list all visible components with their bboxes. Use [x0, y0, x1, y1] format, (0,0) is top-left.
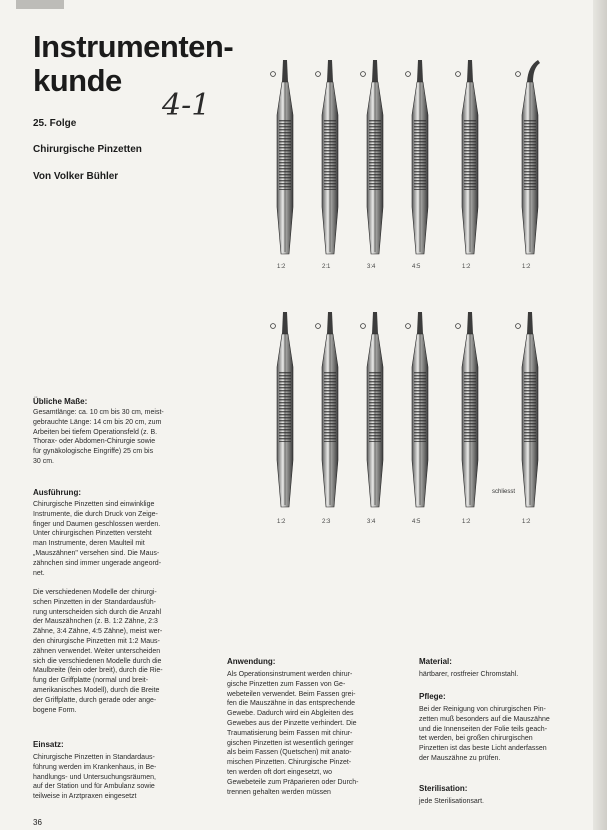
heading-sterilisation: Sterilisation:	[419, 784, 468, 793]
page-title: Instrumenten- kunde	[33, 29, 234, 98]
forceps-row1-1	[277, 60, 293, 254]
ratio-label: 3:4	[367, 264, 376, 270]
heading-material: Material:	[419, 657, 452, 666]
tooth-detail-icon	[361, 72, 366, 77]
ratio-label: 1:2	[277, 264, 286, 270]
text-masse: Gesamtlänge: ca. 10 cm bis 30 cm, meist- gebrauchte Länge: 14 cm bis 20 cm, zum Arbeiten bei tiefem Operationsfeld (z. B. Thorax- oder Abdomen-Chirurgie sowie für gynäkologische Eingriffe) 25 cm bis 30 cm.	[33, 409, 164, 465]
forceps-row2-2	[322, 312, 338, 507]
text-ausfuehrung: Chirurgische Pinzetten sind einwinklige Instrumente, die durch Druck von Zeige- finger und Daumen geschlossen werden. Unter chirurgischen Pinzetten versteht man Instrumente, deren Maulteil mit „Mauszähnen" versehen sind. Die Maus- zähnchen sind immer ungerade angeord- net.	[33, 501, 162, 577]
text-material: härtbarer, rostfreier Chromstahl.	[419, 671, 519, 678]
forceps-row2-5	[462, 312, 478, 507]
tooth-detail-icon	[316, 72, 321, 77]
heading-pflege: Pflege:	[419, 692, 446, 701]
forceps-row2-4	[412, 312, 428, 507]
callout-label: schliesst	[492, 489, 516, 495]
ratio-label: 4:5	[412, 264, 421, 270]
forceps-row2-3	[367, 312, 383, 507]
tooth-detail-icon	[271, 324, 276, 329]
forceps-row1-6	[522, 60, 540, 254]
tooth-detail-icon	[271, 72, 276, 77]
tooth-detail-icon	[456, 324, 461, 329]
ratio-label: 2:1	[322, 264, 331, 270]
tooth-detail-icon	[406, 324, 411, 329]
forceps-row1-4	[412, 60, 428, 254]
tooth-detail-icon	[516, 72, 521, 77]
ratio-label: 1:2	[462, 519, 471, 525]
text-sterilisation: jede Sterilisationsart.	[419, 798, 484, 805]
tooth-detail-icon	[406, 72, 411, 77]
topic-label: Chirurgische Pinzetten	[33, 144, 142, 155]
handwritten-note: 4-1	[162, 88, 211, 123]
ratio-label: 4:5	[412, 519, 421, 525]
text-anwendung: Als Operationsinstrument werden chirur- gische Pinzetten zum Fassen von Ge- webeteilen verwendet. Beim Fassen grei- fen die Mauszähne in das entsprechende Gewebe. Dadurch wird ein Abgleiten des Gewebes aus der Pinzette verhindert. Die Traumatisierung beim Fassen mit chirur- gischen Pinzetten ist wesentlich geringer als beim Fassen (Quetschen) mit anato- mischen Pinzetten. Chirurgische Pinzet- ten werden oft dort eingesetzt, wo Gewebeteile zum Präparieren oder Durch- trennen gehalten werden müssen	[227, 671, 359, 796]
tooth-detail-icon	[361, 324, 366, 329]
text-ausfuehrung-2: Die verschiedenen Modelle der chirurgi- schen Pinzetten in der Standardausfüh- rung unterscheiden sich durch die Anzahl der Mauszähnchen (z. B. 1:2 Zähne, 2:3 Zähne, 3:4 Zähne, 4:5 Zähne), meist wer- den chirurgische Pinzetten mit 1:2 Maus- zähnen verwendet. Weiter unterscheiden sich die verschiedenen Modelle durch die Maulbreite (fein oder breit), durch die Rie- fung der Griffplatte (normal und breit- amerikanisches Modell), durch die Breite der Griffplatte, durch gerade oder ange- bogene Form.	[33, 589, 163, 714]
author-label: Von Volker Bühler	[33, 171, 119, 182]
forceps-row1-2	[322, 60, 338, 254]
ratio-label: 1:2	[522, 519, 531, 525]
forceps-row1-3	[367, 60, 383, 254]
text-pflege: Bei der Reinigung von chirurgischen Pin- zetten muß besonders auf die Mauszähne und die Innenseiten der Folie teils geach- tet werden, bei großen chirurgischen Pinzetten ist das beste Licht anderfassen der Mauszähne zu prüfen.	[419, 706, 550, 762]
forceps-row2-1	[277, 312, 293, 507]
tooth-detail-icon	[316, 324, 321, 329]
ratio-label: 3:4	[367, 519, 376, 525]
heading-ausfuehrung: Ausführung:	[33, 488, 81, 497]
ratio-label: 1:2	[462, 264, 471, 270]
page-number: 36	[33, 818, 42, 827]
heading-masse: Übliche Maße:	[33, 397, 88, 406]
ratio-label: 1:2	[522, 264, 531, 270]
series-label: 25. Folge	[33, 118, 77, 129]
forceps-row1-5	[462, 60, 478, 254]
heading-einsatz: Einsatz:	[33, 740, 64, 749]
ratio-label: 1:2	[277, 519, 286, 525]
text-einsatz: Chirurgische Pinzetten in Standardaus- führung werden im Krankenhaus, in Be- handlungs- und Untersuchungsräumen, auf der Station und für Ambulanz sowie teilweise in Arztpraxen eingesetzt	[33, 754, 157, 801]
tooth-detail-icon	[456, 72, 461, 77]
tooth-detail-icon	[516, 324, 521, 329]
heading-anwendung: Anwendung:	[227, 657, 276, 666]
forceps-row2-6	[522, 312, 538, 507]
ratio-label: 2:3	[322, 519, 331, 525]
